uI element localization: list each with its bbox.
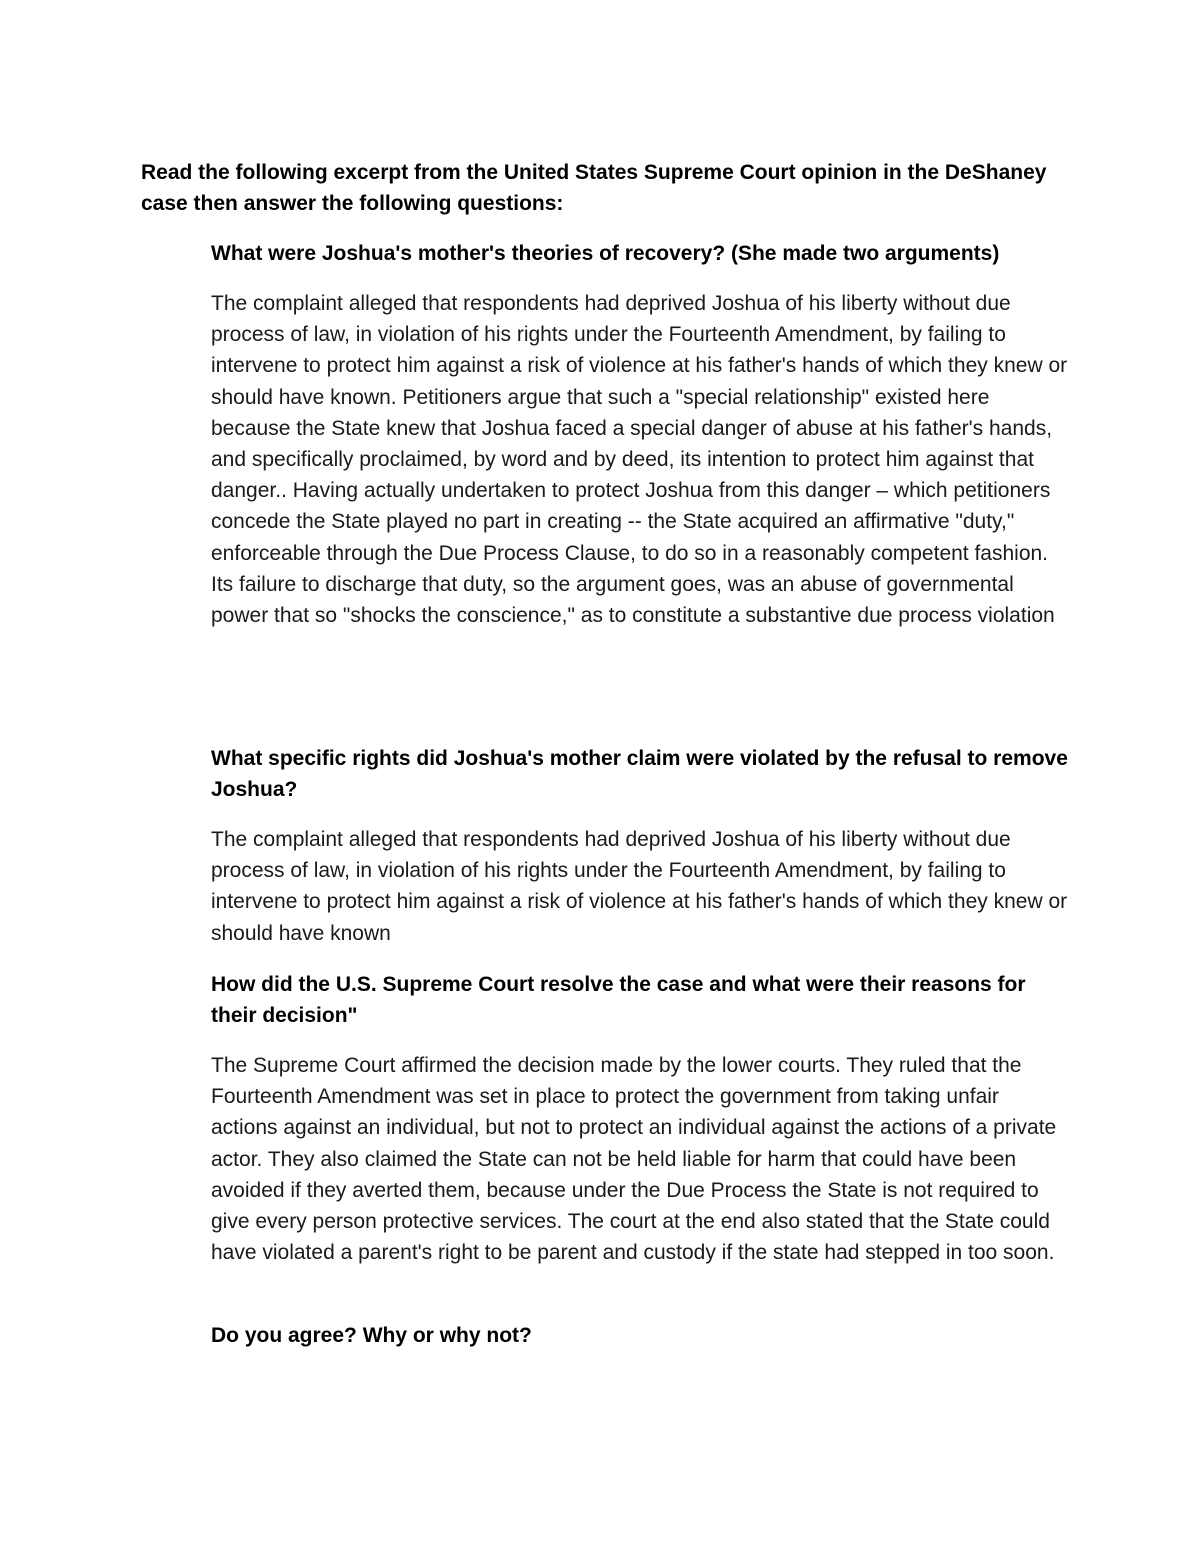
question-heading: What were Joshua's mother's theories of recovery? (She made two arguments) xyxy=(211,242,1000,265)
question-heading: What specific rights did Joshua's mother claim were violated by the refusal to remove Joshua? xyxy=(211,747,1068,801)
question-heading: How did the U.S. Supreme Court resolve the case and what were their reasons for their decision" xyxy=(211,973,1026,1027)
question-block-2 xyxy=(211,743,1071,949)
answer-text: The complaint alleged that respondents had deprived Joshua of his liberty without due process of law, in violation of his rights under the Fourteenth Amendment, by failing to intervene to protect him against a risk of violence at his father's hands of which they knew or should have known xyxy=(211,828,1068,945)
question-block-3 xyxy=(211,969,1071,1268)
question-block-4 xyxy=(211,1320,1071,1351)
question-heading: Do you agree? Why or why not? xyxy=(211,1324,532,1347)
answer-text: The complaint alleged that respondents had deprived Joshua of his liberty without due process of law, in violation of his rights under the Fourteenth Amendment, by failing to intervene to protect him against a risk of violence at his father's hands of which they knew or should have known. Petitioners argue that such a "special relationship" existed here because the State knew that Joshua faced a special danger of abuse at his father's hands, and specifically proclaimed, by word and by deed, its intention to protect him against that danger.. Having actually undertaken to protect Joshua from this danger – which petitioners concede the State played no part in creating -- the State acquired an affirmative "duty," enforceable through the Due Process Clause, to do so in a reasonably competent fashion. Its failure to discharge that duty, so the argument goes, was an abuse of governmental power that so "shocks the conscience," as to constitute a substantive due process violation xyxy=(211,292,1068,628)
question-block-1 xyxy=(211,238,1071,631)
intro-instructions: Read the following excerpt from the United States Supreme Court opinion in the DeShaney case then answer the following questions: xyxy=(141,161,1047,215)
answer-text: The Supreme Court affirmed the decision made by the lower courts. They ruled that the Fourteenth Amendment was set in place to protect the government from taking unfair actions against an individual, but not to protect an individual against the actions of a private actor. They also claimed the State can not be held liable for harm that could have been avoided if they averted them, because under the Due Process the State is not required to give every person protective services. The court at the end also stated that the State could have violated a parent's right to be parent and custody if the state had stepped in too soon. xyxy=(211,1054,1057,1265)
